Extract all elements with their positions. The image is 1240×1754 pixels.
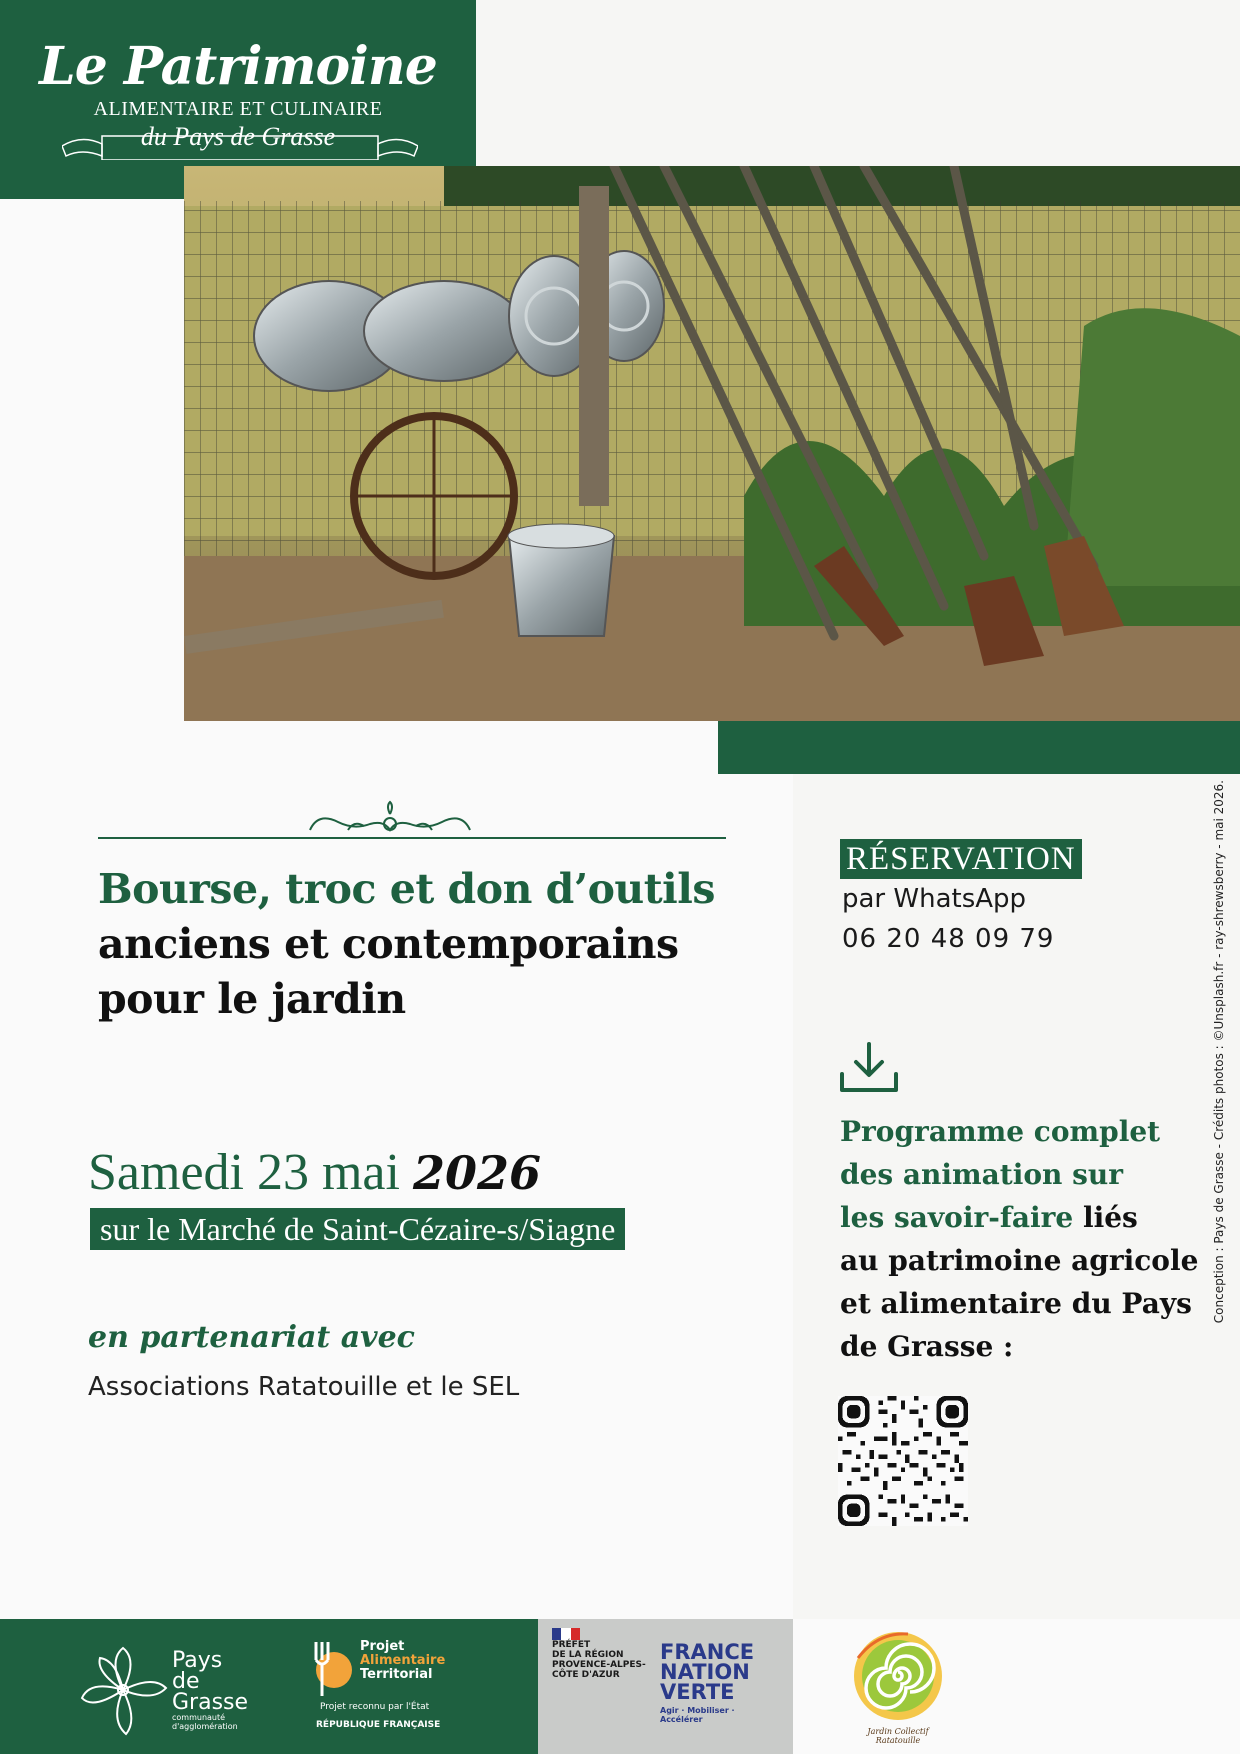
prefet-line-1: PRÉFET	[552, 1640, 591, 1650]
photo-credits-text: Conception : Pays de Grasse - Crédits photos : ©Unsplash.fr - ray-shrewsberry - mai 2026.	[1212, 780, 1226, 1324]
reservation-label: RÉSERVATION	[840, 839, 1082, 879]
ratatouille-text: Jardin Collectif Ratatouille	[867, 1727, 929, 1745]
prefet-line-2: DE LA RÉGION	[552, 1650, 624, 1660]
fnv-tagline: Agir · Mobiliser · Accélérer	[660, 1706, 735, 1724]
programme-line-5: et alimentaire du Pays	[840, 1287, 1192, 1320]
fnv-line-1: FRANCE	[660, 1640, 755, 1664]
photo-accent-bar	[718, 721, 1240, 774]
reservation-phone[interactable]: 06 20 48 09 79	[842, 924, 1055, 954]
pays-de-grasse-name	[172, 1650, 248, 1713]
prefet-line-4: CÔTE D'AZUR	[552, 1670, 620, 1680]
programme-line-3: les savoir-faire	[840, 1201, 1074, 1234]
partnership-names: Associations Ratatouille et le SEL	[88, 1372, 520, 1402]
event-location: sur le Marché de Saint-Cézaire-s/Siagne	[90, 1208, 625, 1250]
headline-line-1: Bourse, troc et don d’outils	[98, 865, 715, 913]
garden-tools-photo	[184, 166, 1240, 721]
programme-line-3-tail: liés	[1073, 1201, 1138, 1234]
pdg-sub-line-1: communauté	[172, 1713, 226, 1722]
pdg-name-line-1: Pays	[172, 1648, 223, 1673]
poster-title: Le Patrimoine	[39, 36, 437, 97]
pdg-name-line-3: Grasse	[172, 1690, 249, 1715]
pat-line-1: Projet	[360, 1639, 405, 1654]
programme-line-4: au patrimoine agricole	[840, 1244, 1199, 1277]
pat-line-3: Territorial	[360, 1667, 433, 1682]
headline-line-3: pour le jardin	[98, 975, 406, 1023]
pays-de-grasse-subtitle	[172, 1713, 238, 1731]
pdg-name-line-2: de	[172, 1669, 200, 1694]
marianne-flag-icon	[552, 1628, 580, 1640]
prefet-line-3: PROVENCE-ALPES-	[552, 1660, 646, 1670]
pat-recognition: Projet reconnu par l'État	[320, 1702, 430, 1712]
programme-line-2: des animation sur	[840, 1158, 1124, 1191]
fnv-line-2: NATION	[660, 1660, 750, 1684]
france-nation-verte-logo	[660, 1642, 772, 1724]
event-headline	[98, 862, 738, 1027]
pat-republic: RÉPUBLIQUE FRANÇAISE	[316, 1720, 441, 1730]
programme-text	[840, 1110, 1210, 1368]
event-date	[88, 1143, 541, 1202]
download-icon[interactable]	[838, 1040, 900, 1094]
poster-subtitle: ALIMENTAIRE ET CULINAIRE	[93, 98, 383, 120]
reservation-via: par WhatsApp	[842, 884, 1027, 914]
programme-line-1: Programme complet	[840, 1115, 1161, 1148]
event-date-year: 2026	[412, 1146, 541, 1200]
programme-line-6: de Grasse :	[840, 1330, 1014, 1363]
headline-line-2: anciens et contemporains	[98, 920, 679, 968]
divider-ornament	[98, 800, 726, 844]
event-date-text: Samedi 23 mai	[88, 1144, 400, 1201]
ratatouille-spiral-logo	[848, 1628, 948, 1724]
fnv-line-3: VERTE	[660, 1680, 735, 1704]
qr-code[interactable]	[838, 1396, 968, 1526]
pdg-sub-line-2: d'agglomération	[172, 1722, 238, 1731]
prefet-region-logo	[552, 1640, 652, 1680]
partnership-label: en partenariat avec	[88, 1320, 415, 1355]
pat-line-2: Alimentaire	[360, 1653, 446, 1668]
poster-subtitle-region: du Pays de Grasse	[140, 122, 336, 151]
pat-fork-icon	[306, 1638, 356, 1698]
